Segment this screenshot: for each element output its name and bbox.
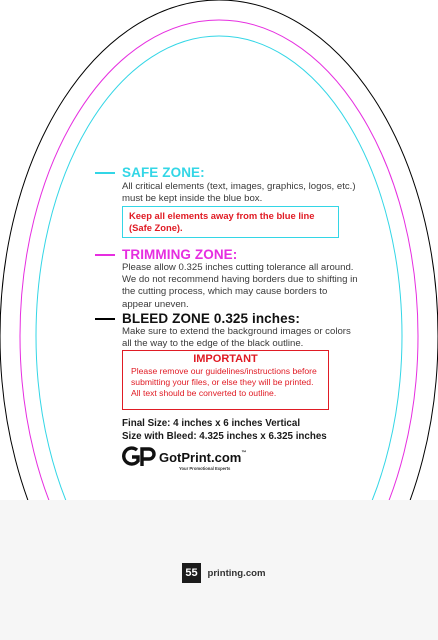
- safe-legend-line: [95, 172, 115, 174]
- gotprint-logo: [122, 446, 247, 472]
- site-link[interactable]: [182, 563, 266, 583]
- safe-notice-line: Keep all elements away from the blue line: [129, 210, 315, 221]
- final-size: [122, 418, 352, 443]
- bleed-size-line: Size with Bleed: 4.325 inches x 6.325 inches: [122, 430, 327, 442]
- trimming-text-line: Please allow 0.325 inches cutting tolerance all around.: [122, 262, 354, 273]
- safe-notice-line: (Safe Zone).: [129, 222, 183, 233]
- important-title: IMPORTANT: [193, 353, 258, 365]
- site-badge: 55: [182, 563, 201, 583]
- brand-trademark: ™: [241, 450, 247, 456]
- page-footer: [0, 500, 438, 640]
- bleed-zone-title: BLEED ZONE 0.325 inches:: [122, 311, 300, 326]
- bleed-text-line: all the way to the edge of the black outline.: [122, 338, 304, 350]
- trimming-text-line: the cutting process, which may cause borders to: [122, 286, 328, 298]
- important-line: submitting your files, or else they will be printed.: [131, 377, 314, 387]
- gotprint-logo-icon: [122, 446, 158, 468]
- trimming-text-line: We do not recommend having borders due to shifting in: [122, 274, 358, 286]
- bleed-zone-text: [122, 326, 372, 350]
- trimming-text-line: appear uneven.: [122, 298, 189, 310]
- brand-tagline: Your Promotional Experts: [179, 466, 231, 471]
- brand-name-text: GotPrint.com: [159, 450, 242, 465]
- trimming-zone-title: TRIMMING ZONE:: [122, 247, 238, 262]
- safe-zone-title: SAFE ZONE:: [122, 165, 205, 180]
- important-line: All text should be converted to outline.: [131, 388, 277, 398]
- bleed-text-line: Make sure to extend the background images or colors: [122, 326, 351, 337]
- safe-zone-text-line: must be kept inside the blue box.: [122, 193, 263, 205]
- final-size-line: Final Size: 4 inches x 6 inches Vertical: [122, 418, 301, 429]
- trimming-zone-text: [122, 262, 377, 311]
- safe-zone-notice: [122, 206, 339, 238]
- important-box: [122, 350, 329, 410]
- safe-zone-text: [122, 181, 372, 205]
- bleed-legend-line: [95, 318, 115, 320]
- safe-zone-text-line: All critical elements (text, images, graphics, logos, etc.): [122, 181, 356, 192]
- important-line: Please remove our guidelines/instructions before: [131, 366, 317, 376]
- trim-legend-line: [95, 254, 115, 256]
- brand-name: [159, 450, 246, 465]
- site-name: printing.com: [207, 567, 266, 579]
